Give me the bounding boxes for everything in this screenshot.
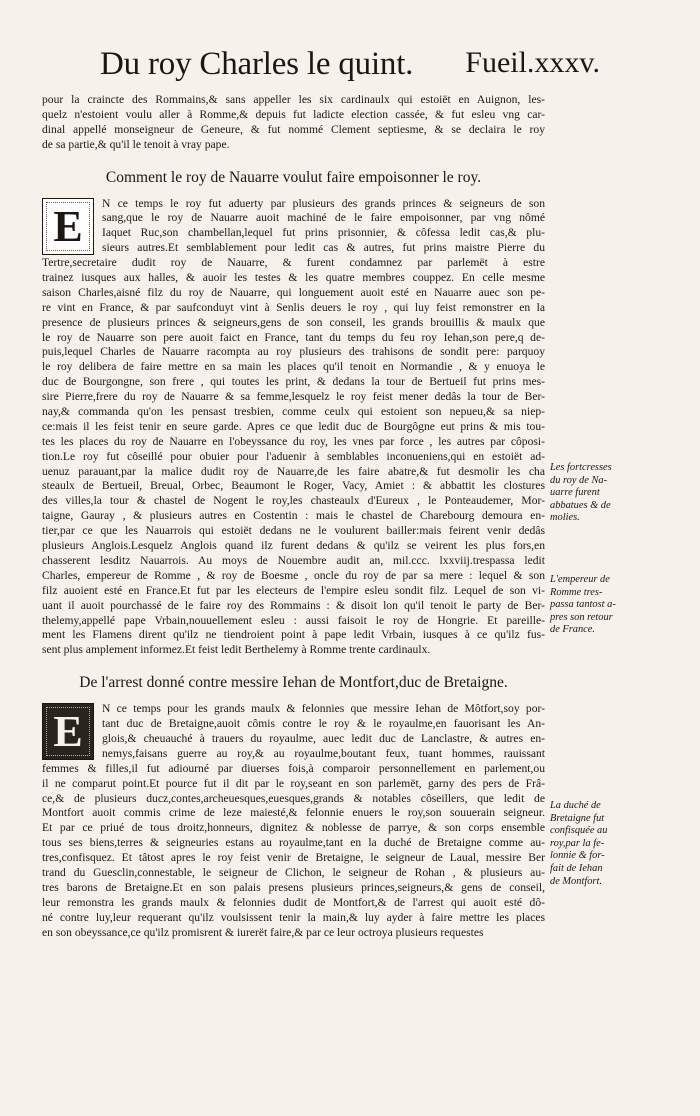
text-line: tant duc de Bretaigne,auoit cômis contre le roy & le royaulme,en fauorisant les An- (102, 717, 545, 731)
text-line: en son obeyssance,ce qu'ilz promisrent & iurerët faire,& par ce leur octroya plusieurs requestes (42, 925, 484, 939)
text-line: des villes,la tour & chastel de Nogent le roy,les chasteaulx d'Eureux , le Ponteaudemer, Mor- (42, 494, 545, 508)
text-line: uenuz parauant,par la malice dudit roy de Nauarre,de les faire abatre,& fut desmolir les cha (42, 464, 545, 478)
text-line: chasserent lesditz Nauarrois. Au moys de Nouembre audit an, mil.ccc. lxxviij.trespassa ledit (42, 553, 545, 567)
text-line: filz auoient esté en France.Et fut par les electeurs de l'empire esleu sondit filz. Lequel de son vi- (42, 583, 545, 597)
text-line: sieurs autres.Et semblablement pour ledit cas & autres, fut prins maistre Pierre du (102, 241, 545, 255)
text-line: leur remonstra les grands maulx & felonnies dudit de Montfort,& de l'arrest qui auoit esté dô- (42, 895, 545, 909)
text-line: Charles, empereur de Romme , & roy de Boesme , oncle du roy de par sa mere : lequel & son (42, 568, 545, 582)
margin-note-emperor: L'empereur de Romme tres- passa tantost a- pres son retour de France. (550, 574, 616, 636)
decorated-initial: E (42, 703, 94, 760)
text-line: le roy delibera de faire mettre en sa main les places qu'il tenoit en Normandie , & y enuoya le (42, 360, 545, 374)
running-title: Du roy Charles le quint. (100, 46, 414, 82)
text-line: glois,& cheuauché à trauers du royaulme, auec ledit duc de Lanclastre, & autres en- (102, 731, 545, 745)
text-line: thelemy,appellé pape Vrbain,nouuellement esleu : aussi faisoit le roy de Hongrie. Et pareille- (42, 613, 545, 627)
text-line: Iaquet Ruc,son chambellan,lequel fut prins prisonnier, & côfessa ledit cas,& plu- (102, 226, 545, 240)
chapter-heading-arrest: De l'arrest donné contre messire Iehan de Montfort,duc de Bretaigne. (79, 674, 508, 692)
text-line: plusieurs Anglois.Lesquelz Anglois quand ilz furent dedans & qu'ilz se veirent les plus fors,en (42, 539, 545, 553)
text-line: sire Pierre,frere du roy de Nauarre & sa femme,lesquelz le roy feist mener dedâs la tour de Ber- (42, 390, 545, 404)
text-line: ce,& de plusieurs ducz,contes,archeuesques,euesques,grands & notables côseillers, que ledit de (42, 791, 545, 805)
text-line: trainez iusques aux halles, & auoir les testes & les quatre membres couppez. En celle mesme (42, 271, 545, 285)
text-line: nay,& commanda qu'on les pensast tresbien, comme ceulx qui estoient son nepueu,& sa niep- (42, 405, 545, 419)
text-line: ment les Flamens dirent qu'ilz ne tiendroient point à pape ledit Vrbain, iusques à ce qu'ilz fus- (42, 628, 545, 642)
text-line: re vint en France, & par saufconduyt vint à Senlis deuers le roy , qui luy feist remonstrer en la (42, 300, 545, 314)
paragraph-poison-plot (42, 197, 545, 659)
text-line: trand du Guesclin,connestable, le seigneur de Clichon, le seigneur de Rohan , & plusieurs au- (42, 865, 545, 879)
text-line: dinal appellé monseigneur de Geneure, & fut nommé Clement septiesme, & se declaira le roy (42, 122, 545, 136)
text-line: saison Charles,aisné filz du roy de Nauarre, qui longuement auoit esté en Nauarre auec son pe- (42, 285, 545, 299)
chapter-heading-poison: Comment le roy de Nauarre voulut faire empoisonner le roy. (105, 168, 482, 186)
text-line: N ce temps pour les grands maulx & felonnies que messire Iehan de Môtfort,soy por- (102, 702, 545, 716)
text-line: sang,que le roy de Nauarre auoit machiné de le faire empoisonner, par vng nômé (102, 211, 545, 225)
text-line: uant il auoit pourchassé de le faire roy des Rommains : & disoit lon qu'il tenoit le party de Ber- (42, 598, 545, 612)
running-head (100, 46, 600, 90)
text-line: le roy de Nauarre son pere auoit faict en France, tant du temps du feu roy Iehan,son pere,q de- (42, 330, 545, 344)
text-block (42, 93, 545, 940)
text-line: il ne comparut point.Et pource fut il dit par le roy,seant en son parlemët, garny des pers de Frâ- (42, 776, 545, 790)
text-line: tous ses biens,terres & seigneuries estans au royaulme,tant en la duché de Bretaigne comme au- (42, 836, 545, 850)
text-line: steaulx de Bertueil, Breual, Orbec, Beaumont le Roger, Vacy, Amiet : & abbattit les clostures (42, 479, 545, 493)
text-line: tes les places du roy de Nauarre en l'obeyssance du roy, les vnes par force , les autres par côposi- (42, 434, 545, 448)
text-line: tres,confisquez. Et tâtost apres le roy feist venir de Bretaigne, le seigneur de Laual, messire Ber (42, 851, 545, 865)
text-line: Montfort auoit commis crime de leze maiesté,& felonnie enuers le roy,son souuerain seigneur. (42, 806, 545, 820)
text-line: ce:mais il les feist tenir en seure garde. Apres ce que ledit duc de Bourgôgne eut prins & mis tou- (42, 419, 545, 433)
text-line: tres barons de Bretaigne.Et en son palais presens plusieurs princes,seigneurs,& gens de conseil, (42, 880, 545, 894)
text-line: taigne, Gauray , & plusieurs autres en Costentin : mais le chastel de Charebourg demoura en- (42, 509, 545, 523)
paragraph-arrest-montfort (42, 702, 545, 940)
text-line: tion.Le roy fut côseillé pour obuier pour l'aduenir à semblables inconueniens,qui en estoiët ad- (42, 449, 545, 463)
text-line: sent plus amplement informez.Et feist ledit Berthelemy à Romme trente cardinaulx. (42, 643, 431, 657)
text-line: puis,lequel Charles de Nauarre racompta au roy plusieurs des trahisons de sondit pere: parquoy (42, 345, 545, 359)
text-line: quelz n'estoient voulu aller à Romme,& depuis fut ladicte election cassée, & fut esleu vng car- (42, 107, 545, 121)
folio-number: Fueil.xxxv. (465, 46, 600, 79)
margin-note-brittany: La duché de Bretaigne fut confisquée au roy,par la fe- lonnie & for- fait de Iehan de Montfort. (550, 800, 608, 887)
decorated-initial: E (42, 198, 94, 255)
text-line: presence de plusieurs princes & seigneurs,gens de son conseil, les grands brouillis & maulx que (42, 315, 545, 329)
text-line: nemys,faisans guerre au roy,& au royaulme,boutant feux, tuant hommes, rauissant (102, 746, 545, 760)
text-line: pour la craincte des Rommains,& sans appeller les six cardinaulx qui estoiët en Auignon, les- (42, 93, 545, 106)
text-line: duc de Bourgongne, son frere , qui toutes les print, & dedans la tour de Bertueil fut prins mes- (42, 375, 545, 389)
text-line: de sa partie,& qu'il le tenoit à vray pape. (42, 137, 230, 151)
opening-paragraph (42, 93, 545, 153)
text-line: né contre luy,leur requerant qu'ilz voulsissent tenir la main,& luy ayder à faire mettre les places (42, 910, 545, 924)
text-line: femmes & filles,il fut adiourné par diuerses fois,à comparoir personnellement en parlement,ou (42, 761, 545, 775)
margin-note-fortresses: Les fortcresses du roy de Na- uarre furent abbatues & de molies. (550, 462, 612, 524)
text-line: N ce temps le roy fut aduerty par plusieurs des grands princes & seigneurs de son (102, 196, 545, 210)
text-line: Tertre,secretaire dudit roy de Nauarre, & furent condamnez par parlemët à estre (42, 256, 545, 270)
text-line: tier,par ce que les Nauarrois qui estoiët dedans ne le voulurent bailler:mais feirent venir dedâs (42, 524, 545, 538)
text-line: Et par ce priué de tous droitz,honneurs, dignitez & noblesse de parrye, & son corps ensemble (42, 821, 545, 835)
